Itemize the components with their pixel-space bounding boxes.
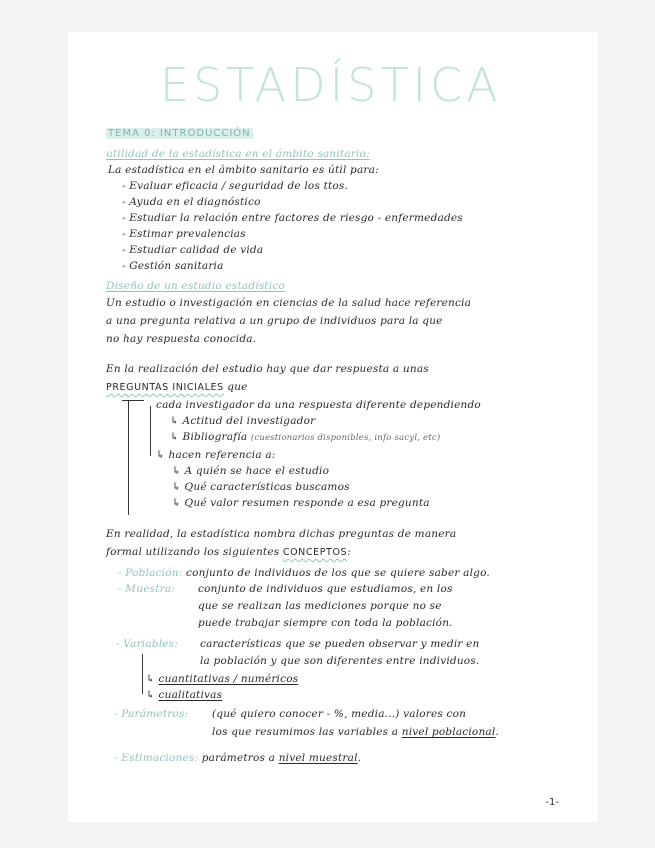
diseno-line-2: a una pregunta relativa a un grupo de individuos para la que — [106, 315, 443, 327]
estimaciones-row: - Estimaciones: parámetros a nivel muestral. — [114, 752, 362, 764]
variables-line-2: la población y que son diferentes entre individuos. — [200, 655, 480, 667]
realizacion-line-2 — [106, 381, 248, 393]
poblacion-label: - Población: — [118, 567, 183, 579]
sub-item-1-text: A quién se hace el estudio — [184, 465, 330, 477]
cuantitativas-item: ↳ cuantitativas / numéricos — [146, 673, 299, 685]
poblacion-text: conjunto de individuos de los que se quiere saber algo. — [186, 567, 490, 579]
hacen-text: hacen referencia a: — [168, 449, 276, 461]
utilidad-item-1: - Evaluar eficacia / seguridad de los ttos. — [122, 180, 349, 192]
variables-line-1: características que se pueden observar y medir en — [200, 638, 480, 650]
utilidad-heading: utilidad de la estadística en el ámbito sanitario: — [106, 148, 370, 160]
conceptos-intro-2 — [106, 546, 351, 558]
parametros-line-2: los que resumimos las variables a nivel poblacional. — [212, 726, 499, 738]
utilidad-item-5: - Estudiar calidad de vida — [122, 244, 264, 256]
bibliografia-note: (cuestionarios disponibles, info sacyl, etc) — [250, 433, 441, 443]
bibliografia-item: ↳ Bibliografía (cuestionarios disponibles, info sacyl, etc) — [170, 431, 441, 443]
utilidad-item-2: - Ayuda en el diagnóstico — [122, 196, 261, 208]
variables-label: - Variables: — [116, 638, 179, 650]
parametros-line-2-text: los que resumimos las variables a — [212, 726, 399, 738]
diseno-line-3: no hay respuesta conocida. — [106, 333, 257, 345]
conceptos-intro-2a: formal utilizando los siguientes — [106, 546, 280, 558]
poblacion-row — [118, 567, 490, 579]
section-heading-tema: TEMA 0: INTRODUCCIÓN — [108, 128, 251, 139]
page-number: -1- — [545, 797, 559, 808]
bibliografia-text: Bibliografía — [182, 431, 248, 443]
estimaciones-text: parámetros a — [201, 752, 276, 764]
tree-branch-line — [150, 406, 151, 456]
utilidad-intro: La estadística en el ámbito sanitario es útil para: — [108, 164, 379, 176]
variables-tree-line — [142, 654, 143, 694]
muestra-line-3: puede trabajar siempre con toda la población. — [198, 617, 453, 629]
utilidad-item-6: - Gestión sanitaria — [122, 260, 224, 272]
parametros-label: - Parámetros: — [114, 708, 189, 720]
muestra-line-1: conjunto de individuos que estudiamos, en los — [198, 583, 453, 595]
actitud-text: Actitud del investigador — [182, 415, 316, 427]
diseno-line-1: Un estudio o investigación en ciencias de la salud hace referencia — [106, 297, 472, 309]
conceptos-colon: : — [347, 546, 351, 558]
nivel-poblacional: nivel poblacional — [401, 726, 496, 738]
tree-top-connector — [122, 400, 144, 401]
cada-investigador: cada investigador da una respuesta diferente dependiendo — [156, 399, 481, 411]
utilidad-item-3: - Estudiar la relación entre factores de riesgo - enfermedades — [122, 212, 463, 224]
sub-item-2: ↳ Qué características buscamos — [172, 481, 350, 493]
preguntas-iniciales: PREGUNTAS INICIALES — [106, 382, 224, 393]
muestra-label: - Muestra: — [118, 583, 176, 595]
cualitativas-item: ↳ cualitativas — [146, 689, 223, 701]
sub-item-3-text: Qué valor resumen responde a esa pregunta — [184, 497, 430, 509]
hacen-referencia: ↳ hacen referencia a: — [156, 449, 276, 461]
nivel-muestral: nivel muestral — [278, 752, 358, 764]
diseno-heading: Diseño de un estudio estadístico — [106, 280, 285, 292]
parametros-line-1: (qué quiero conocer - %, media...) valores con — [212, 708, 467, 720]
sub-item-1: ↳ A quién se hace el estudio — [172, 465, 330, 477]
sub-item-3: ↳ Qué valor resumen responde a esa pregunta — [172, 497, 430, 509]
utilidad-item-4: - Estimar prevalencias — [122, 228, 246, 240]
cuantitativas-text: cuantitativas / numéricos — [158, 673, 299, 685]
realizacion-line-1: En la realización del estudio hay que dar respuesta a unas — [106, 363, 429, 375]
muestra-line-2: que se realizan las mediciones porque no se — [198, 600, 442, 612]
tree-main-line — [128, 400, 129, 515]
cualitativas-text: cualitativas — [158, 689, 223, 701]
page-title: ESTADÍSTICA — [160, 58, 502, 112]
sub-item-2-text: Qué características buscamos — [184, 481, 350, 493]
preguntas-que: que — [227, 381, 248, 393]
conceptos-keyword: CONCEPTOS — [282, 547, 348, 558]
estimaciones-label: - Estimaciones: — [114, 752, 199, 764]
actitud-item: ↳ Actitud del investigador — [170, 415, 316, 427]
conceptos-intro-1: En realidad, la estadística nombra dichas preguntas de manera — [106, 528, 457, 540]
